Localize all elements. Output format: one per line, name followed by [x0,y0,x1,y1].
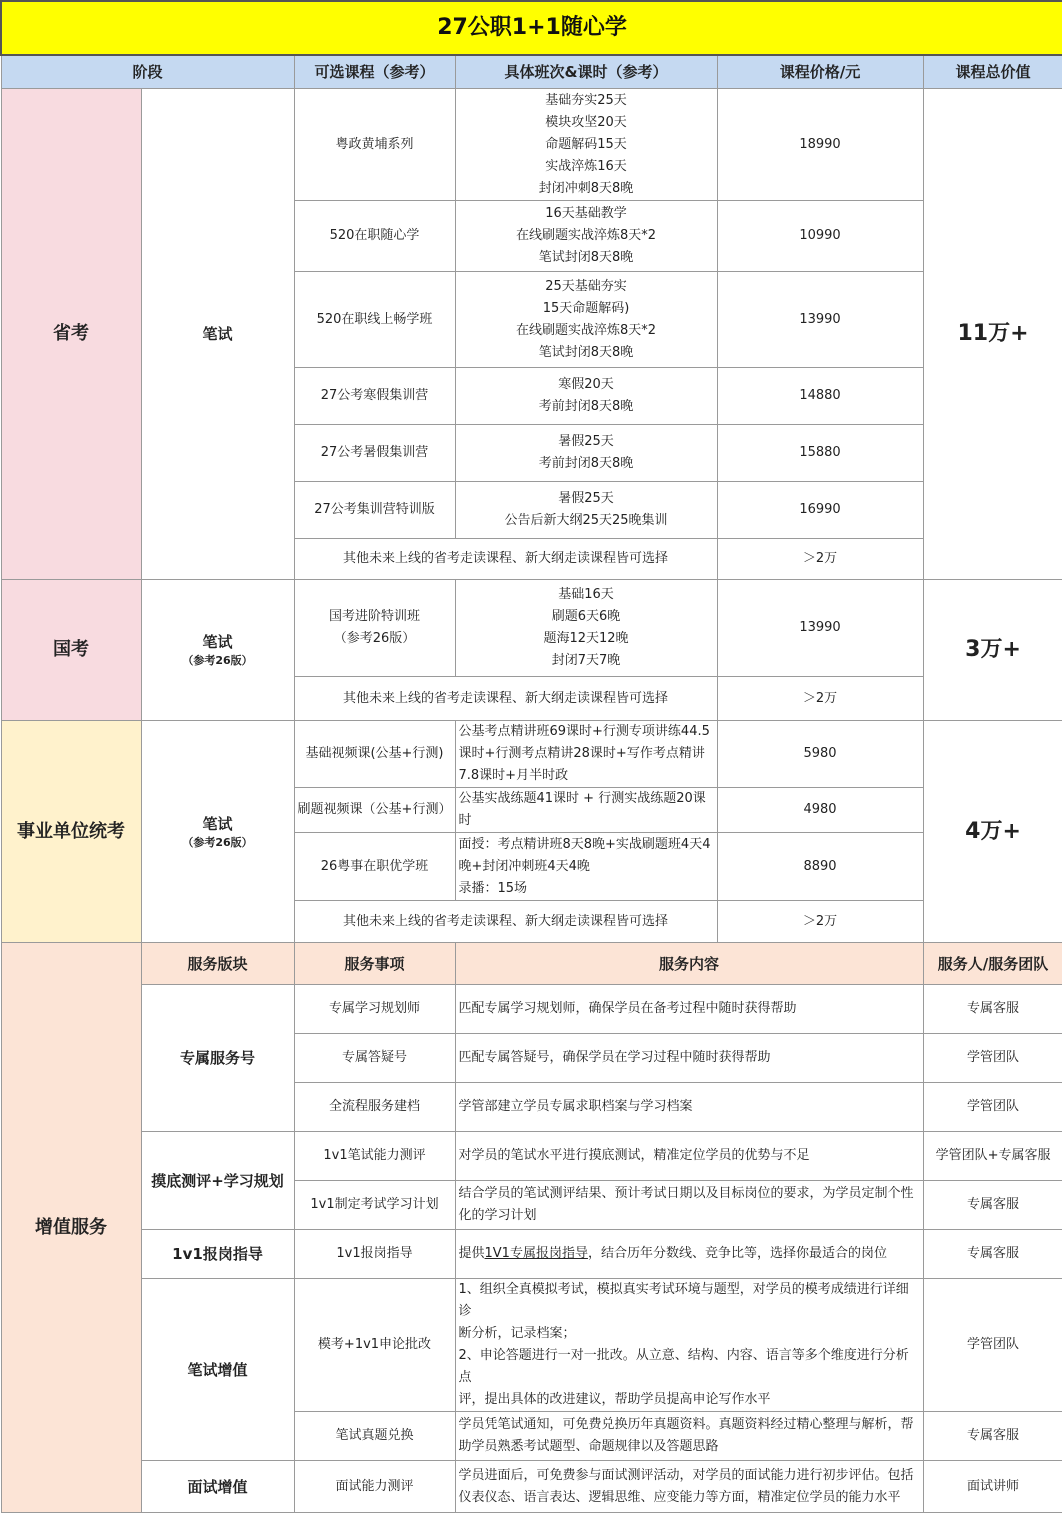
shengkao-type: 笔试 [141,89,294,580]
service-content [455,1230,923,1279]
content-line: 断分析，记录档案； [458,1326,576,1341]
page-title: 27公职1+1随心学 [1,1,1062,55]
course-detail [455,482,717,539]
course-price: 13990 [717,272,923,368]
header-course: 可选课程（参考） [294,55,455,89]
course-price: 8890 [717,833,923,901]
service-content: 匹配专属学习规划师，确保学员在备考过程中随时获得帮助 [455,985,923,1034]
content-line: 助学员熟悉考试题型、命题规律以及答题思路 [458,1439,719,1454]
course-detail [455,425,717,482]
other-courses: 其他未来上线的省考走读课程、新大纲走读课程皆可选择 [294,901,717,943]
guokao-total: 3万+ [923,580,1062,721]
detail-line: 15天命题解码) [542,300,630,316]
service-person: 学管团队 [923,1034,1062,1083]
content-line: 学员凭笔试通知，可免费兑换历年真题资料。真题资料经过精心整理与解析，帮 [458,1417,914,1432]
detail-line: 公基实战练题41课时 + 行测实战练题20课时 [458,791,706,828]
service-content: 对学员的笔试水平进行摸底测试，精准定位学员的优势与不足 [455,1132,923,1181]
detail-line: 基础夯实25天 [545,92,627,108]
header-total: 课程总价值 [923,55,1062,89]
detail-line: 考前封闭8天8晚 [538,456,634,471]
other-price: ＞2万 [717,901,923,943]
service-person: 学管团队 [923,1279,1062,1412]
course-detail [455,368,717,425]
course-line: （参考26版） [333,631,416,646]
detail-line: 课时+行测考点精讲28课时+写作考点精讲 [458,746,705,761]
detail-line: 封闭7天7晚 [551,653,621,668]
content-line: 评，提出具体的改进建议，帮助学员提高申论写作水平 [458,1392,771,1407]
detail-line: 封闭冲刺8天8晚 [538,180,634,196]
service-block: 1v1报岗指导 [141,1230,294,1279]
service-person: 专属客服 [923,1412,1062,1461]
detail-line: 基础16天 [558,587,614,602]
type-label: 笔试 [202,633,233,651]
detail-line: 命题解码15天 [545,136,627,152]
service-content [455,1461,923,1513]
content-line: 1、组织全真模拟考试，模拟真实考试环境与题型，对学员的模考成绩进行详细诊 [458,1282,909,1319]
shiye-total: 4万+ [923,721,1062,943]
header-detail: 具体班次&课时（参考） [455,55,717,89]
type-sub: （参考26版） [182,835,253,849]
course-price: 15880 [717,425,923,482]
service-person: 学管团队 [923,1083,1062,1132]
detail-line: 25天基础夯实 [545,278,627,294]
service-header-block: 服务版块 [141,943,294,985]
service-block: 笔试增值 [141,1279,294,1461]
content-underlined: 1V1专属报岗指导 [484,1246,588,1261]
service-person: 面试讲师 [923,1461,1062,1513]
detail-line: 公基考点精讲班69课时+行测专项讲练44.5 [458,724,710,739]
detail-line: 7.8课时+月半时政 [458,768,569,783]
other-courses: 其他未来上线的省考走读课程、新大纲走读课程皆可选择 [294,677,717,721]
service-item: 专属学习规划师 [294,985,455,1034]
content-line: 2、申论答题进行一对一批改。从立意、结构、内容、语言等多个维度进行分析点 [458,1348,909,1385]
other-price: ＞2万 [717,677,923,721]
detail-line: 笔试封闭8天8晚 [538,250,634,265]
detail-line: 模块攻坚20天 [545,114,627,130]
course-name: 27公考集训营特训版 [294,482,455,539]
course-name: 26粤事在职优学班 [294,833,455,901]
course-detail [455,580,717,677]
course-detail [455,272,717,368]
detail-line: 刷题6天6晚 [551,609,621,624]
course-line: 国考进阶特训班 [328,609,420,624]
service-block: 专属服务号 [141,985,294,1132]
other-price: ＞2万 [717,539,923,580]
course-price: 16990 [717,482,923,539]
service-item: 面试能力测评 [294,1461,455,1513]
detail-line: 公告后新大纲25天25晚集训 [504,513,668,528]
course-price: 13990 [717,580,923,677]
course-name: 520在职线上畅学班 [294,272,455,368]
detail-line: 在线刷题实战淬炼8天*2 [515,322,657,338]
detail-line: 题海12天12晚 [543,631,629,646]
course-price: 5980 [717,721,923,788]
service-item: 1v1笔试能力测评 [294,1132,455,1181]
stage-services: 增值服务 [1,943,141,1513]
content-post: ，结合历年分数线、竞争比等，选择你最适合的岗位 [587,1246,887,1261]
detail-line: 考前封闭8天8晚 [538,399,634,414]
type-sub: （参考26版） [182,654,253,667]
course-detail [455,721,717,788]
course-price: 10990 [717,201,923,272]
service-item: 1v1制定考试学习计划 [294,1181,455,1230]
detail-line: 笔试封闭8天8晚 [538,344,634,360]
header-price: 课程价格/元 [717,55,923,89]
detail-line: 面授：考点精讲班8天8晚+实战刷题班4天4 [458,836,711,852]
detail-line: 在线刷题实战淬炼8天*2 [515,228,657,243]
course-name: 基础视频课(公基+行测) [294,721,455,788]
shengkao-total: 11万+ [923,89,1062,580]
course-price: 4980 [717,788,923,833]
content-line: 化的学习计划 [458,1208,537,1223]
detail-line: 晚+封闭冲刺班4天4晚 [458,858,590,874]
header-stage: 阶段 [1,55,294,89]
service-item: 1v1报岗指导 [294,1230,455,1279]
detail-line: 实战淬炼16天 [545,158,627,174]
service-header-item: 服务事项 [294,943,455,985]
service-person: 专属客服 [923,1230,1062,1279]
guokao-type [141,580,294,721]
course-detail [455,89,717,201]
other-courses: 其他未来上线的省考走读课程、新大纲走读课程皆可选择 [294,539,717,580]
stage-guokao: 国考 [1,580,141,721]
content-line: 学员进面后，可免费参与面试测评活动，对学员的面试能力进行初步评估。包括 [458,1467,914,1483]
service-content: 学管部建立学员专属求职档案与学习档案 [455,1083,923,1132]
stage-shiye: 事业单位统考 [1,721,141,943]
course-name: 27公考暑假集训营 [294,425,455,482]
service-content [455,1412,923,1461]
stage-shengkao: 省考 [1,89,141,580]
service-item: 笔试真题兑换 [294,1412,455,1461]
course-name: 刷题视频课（公基+行测） [294,788,455,833]
content-line: 结合学员的笔试测评结果、预计考试日期以及目标岗位的要求，为学员定制个性 [458,1186,914,1201]
service-item: 模考+1v1申论批改 [294,1279,455,1412]
service-person: 学管团队+专属客服 [923,1132,1062,1181]
service-person: 专属客服 [923,1181,1062,1230]
service-item: 专属答疑号 [294,1034,455,1083]
detail-line: 暑假25天 [558,491,614,506]
service-person: 专属客服 [923,985,1062,1034]
service-content [455,1181,923,1230]
type-label: 笔试 [202,814,233,833]
course-detail [455,833,717,901]
service-content [455,1279,923,1412]
content-line: 仪表仪态、语言表达、逻辑思维、应变能力等方面，精准定位学员的能力水平 [458,1489,901,1505]
detail-line: 录播：15场 [458,880,528,896]
course-name: 粤政黄埔系列 [294,89,455,201]
detail-line: 寒假20天 [558,377,614,392]
shiye-type [141,721,294,943]
detail-line: 16天基础教学 [545,206,627,221]
course-name: 520在职随心学 [294,201,455,272]
course-detail [455,788,717,833]
service-block: 摸底测评+学习规划 [141,1132,294,1230]
detail-line: 暑假25天 [558,434,614,449]
service-item: 全流程服务建档 [294,1083,455,1132]
course-detail [455,201,717,272]
service-header-content: 服务内容 [455,943,923,985]
content-pre: 提供 [458,1246,485,1261]
service-header-person: 服务人/服务团队 [923,943,1062,985]
service-content: 匹配专属答疑号，确保学员在学习过程中随时获得帮助 [455,1034,923,1083]
course-price: 14880 [717,368,923,425]
course-price: 18990 [717,89,923,201]
course-name: 27公考寒假集训营 [294,368,455,425]
service-block: 面试增值 [141,1461,294,1513]
course-name [294,580,455,677]
